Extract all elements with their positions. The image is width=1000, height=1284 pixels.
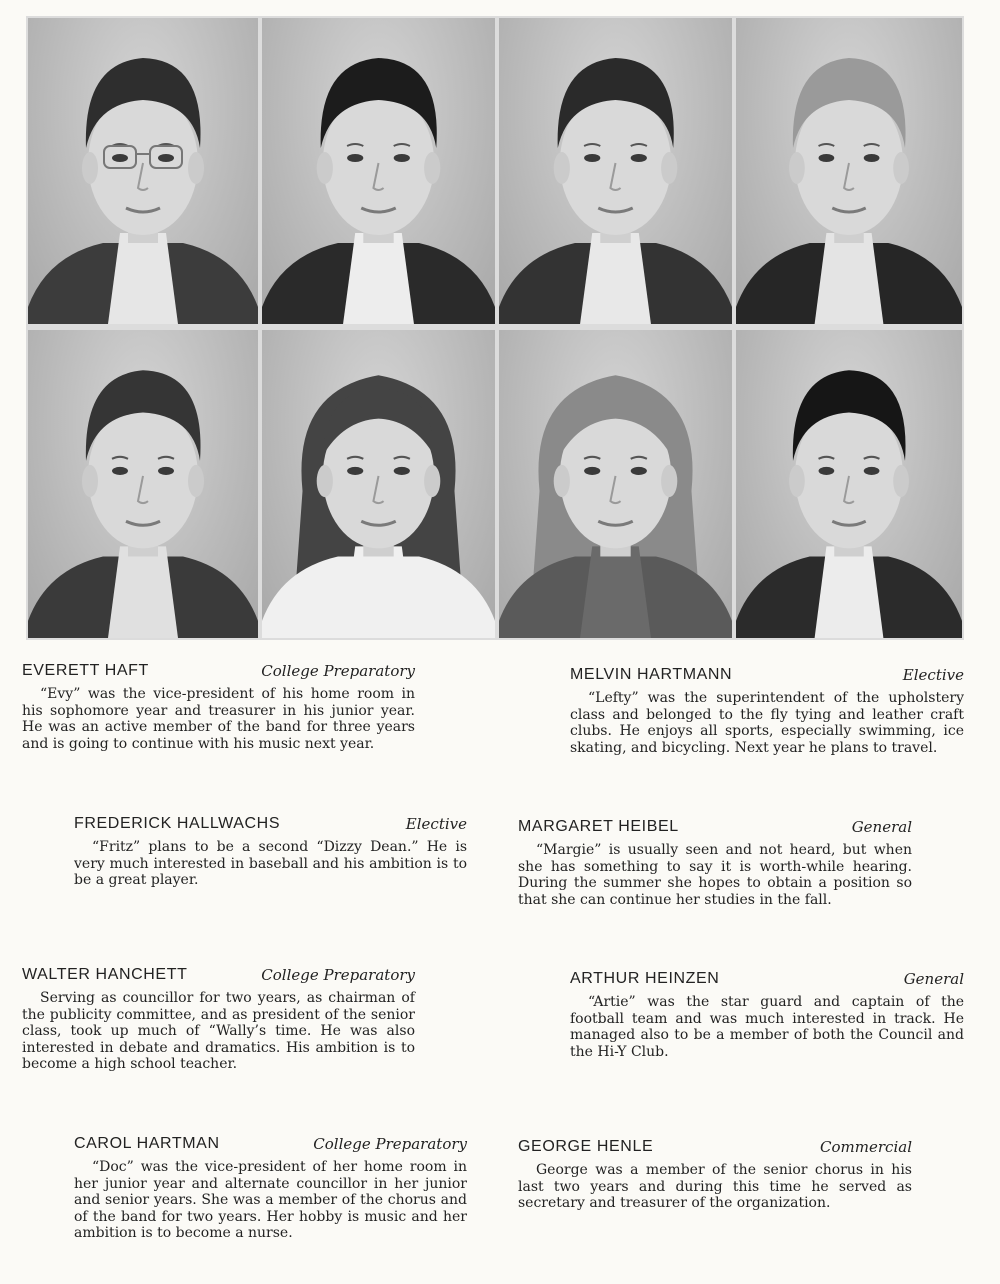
entry-melvin-hartmann: [570, 666, 964, 756]
student-name: ARTHUR HEINZEN: [570, 970, 720, 987]
student-name: FREDERICK HALLWACHS: [74, 815, 281, 832]
student-name: GEORGE HENLE: [518, 1138, 654, 1155]
student-bio: “Evy” was the vice-president of his home room in his sophomore year and treasurer in his junior year. He was an active member of the band for three years and is going to continue with his music next year.: [22, 686, 415, 752]
entry-everett-haft: [22, 662, 415, 752]
student-bio: Serving as councillor for two years, as chairman of the publicity committee, and as president of the senior class, took up much of “Wally’s time. He was also interested in debate and dramatics. His ambition is to become a high school teacher.: [22, 990, 415, 1072]
student-name: MARGARET HEIBEL: [518, 818, 679, 835]
course-label: Elective: [902, 666, 964, 684]
portrait-frederick-hallwachs: [262, 18, 495, 324]
course-label: Commercial: [820, 1138, 912, 1156]
course-label: College Preparatory: [261, 662, 415, 680]
student-bio: “Artie” was the star guard and captain of the football team and was much interested in track. He managed also to be a member of both the Council and the Hi-Y Club.: [570, 994, 964, 1060]
entry-margaret-heibel: [518, 818, 912, 908]
portrait-george-henle: [736, 330, 962, 638]
student-bio: “Fritz” plans to be a second “Dizzy Dean.” He is very much interested in baseball and his ambition is to be a great player.: [74, 839, 467, 888]
student-name: CAROL HARTMAN: [74, 1135, 220, 1152]
portrait-melvin-hartmann: [499, 18, 732, 324]
student-name: EVERETT HAFT: [22, 662, 149, 679]
portrait-carol-hartman: [262, 330, 495, 638]
entry-george-henle: [518, 1138, 912, 1212]
portrait-everett-haft: [28, 18, 258, 324]
course-label: Elective: [405, 815, 467, 833]
student-bio: “Margie” is usually seen and not heard, but when she has something to say it is worth-while hearing. During the summer she hopes to obtain a position so that she can continue her studies in the fall.: [518, 842, 912, 908]
student-name: MELVIN HARTMANN: [570, 666, 733, 683]
portrait-grid: [26, 16, 964, 640]
entry-walter-hanchett: [22, 966, 415, 1073]
student-name: WALTER HANCHETT: [22, 966, 188, 983]
student-bio: “Doc” was the vice-president of her home room in her junior year and alternate councillor in her junior and senior years. She was a member of the chorus and of the band for two years. Her hobby is music and her ambition is to become a nurse.: [74, 1159, 467, 1241]
entry-carol-hartman: [74, 1135, 467, 1242]
entry-frederick-hallwachs: [74, 815, 467, 889]
entry-arthur-heinzen: [570, 970, 964, 1060]
student-bio: George was a member of the senior chorus in his last two years and during this time he served as secretary and treasurer of the organization.: [518, 1162, 912, 1211]
course-label: General: [851, 818, 912, 836]
portrait-margaret-heibel: [499, 330, 732, 638]
course-label: College Preparatory: [313, 1135, 467, 1153]
portrait-margaret-heibel-top: [736, 18, 962, 324]
course-label: College Preparatory: [261, 966, 415, 984]
course-label: General: [903, 970, 964, 988]
portrait-walter-hanchett: [28, 330, 258, 638]
student-bio: “Lefty” was the superintendent of the upholstery class and belonged to the fly tying and leather craft clubs. He enjoys all sports, especially swimming, ice skating, and bicycling. Next year he plans to travel.: [570, 690, 964, 756]
